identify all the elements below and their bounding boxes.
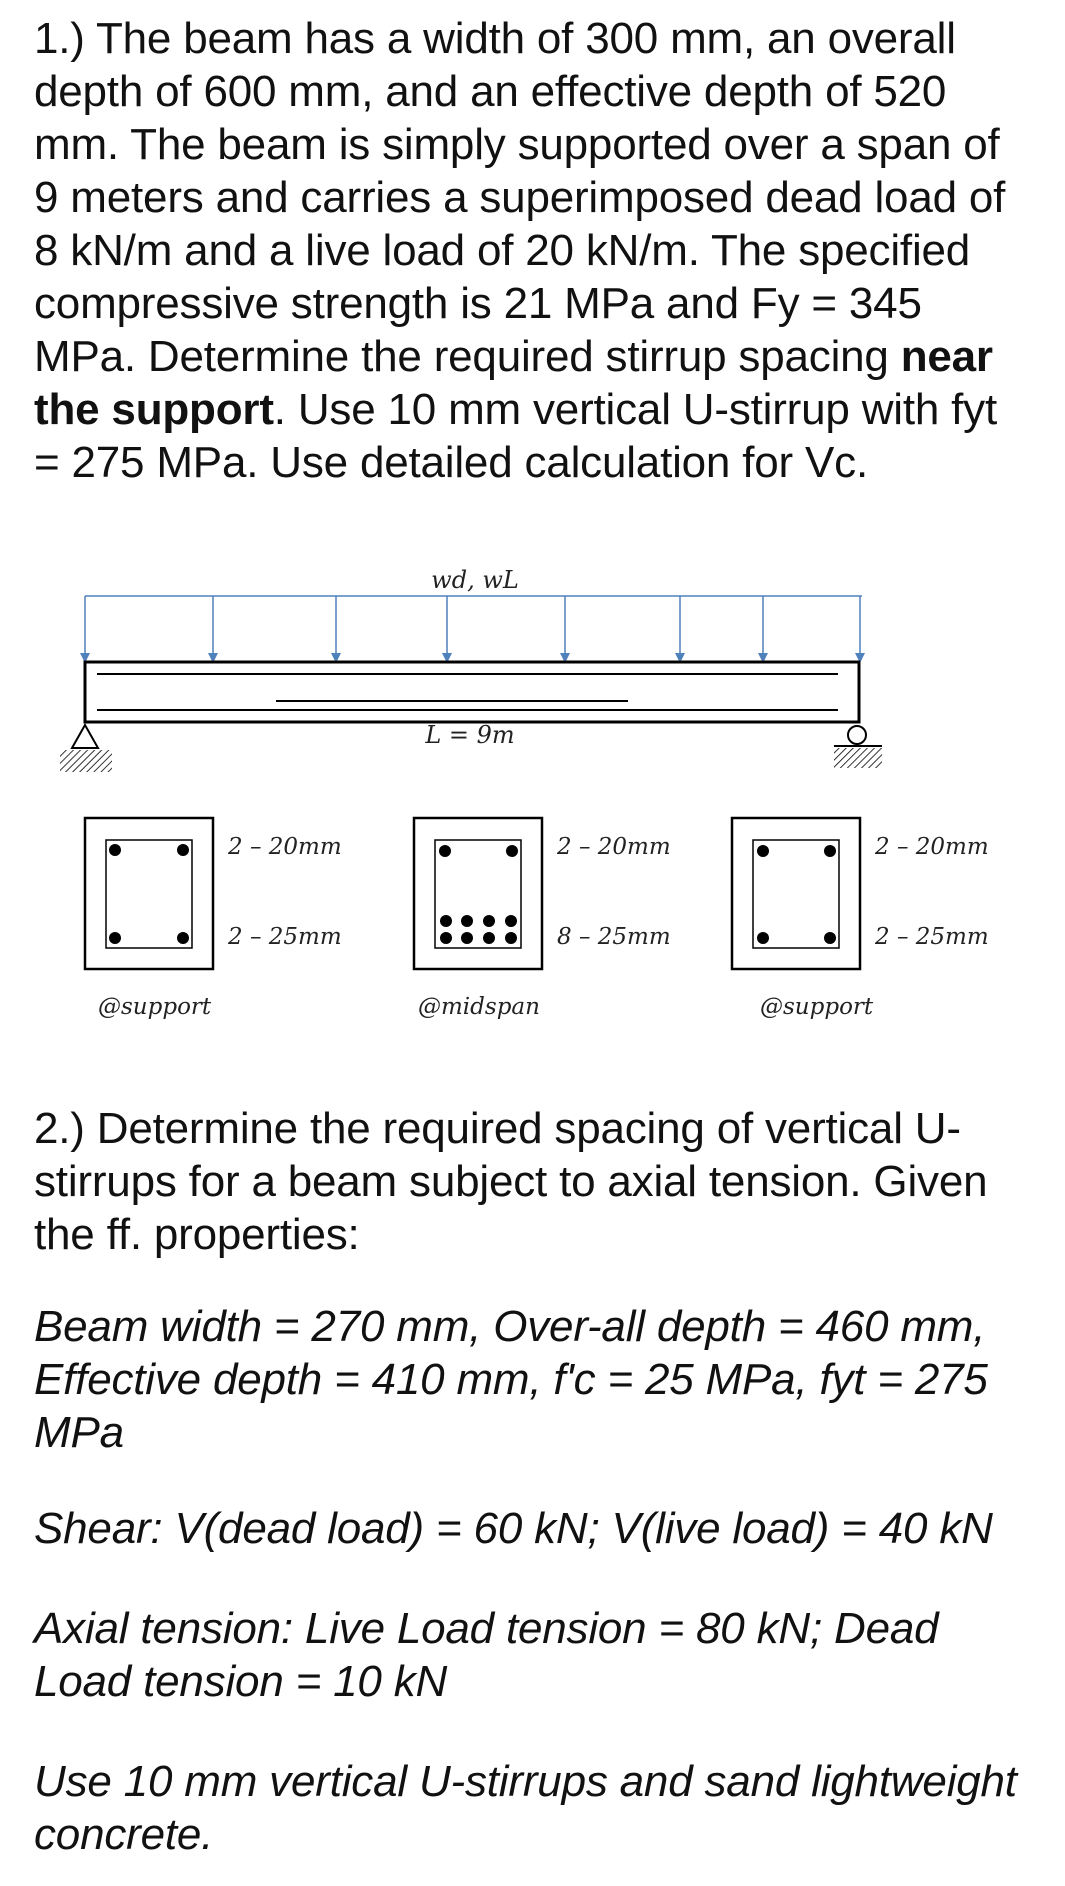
roller-support bbox=[834, 726, 882, 768]
load-label: wd, wL bbox=[431, 566, 519, 594]
problem-2-axial: Axial tension: Live Load tension = 80 kN; Dead Load tension = 10 kN bbox=[34, 1604, 939, 1706]
section-2-bottom-bars: 8 – 25mm bbox=[557, 924, 671, 950]
problem-2-note: Use 10 mm vertical U-stirrups and sand lightweight concrete. bbox=[34, 1757, 1017, 1859]
section-support-left bbox=[85, 818, 213, 969]
problem-1-emphasis: near the support bbox=[34, 332, 993, 434]
distributed-load bbox=[80, 596, 865, 663]
section-2-caption: @midspan bbox=[418, 994, 540, 1020]
section-3-top-bars: 2 – 20mm bbox=[875, 834, 989, 860]
beam bbox=[85, 662, 859, 722]
section-3-caption: @support bbox=[760, 994, 874, 1020]
problem-1-text bbox=[34, 12, 1034, 489]
section-1-bottom-bars: 2 – 25mm bbox=[228, 924, 342, 950]
section-2-top-bars: 2 – 20mm bbox=[557, 834, 671, 860]
span-label: L = 9m bbox=[425, 721, 515, 749]
section-support-right bbox=[732, 818, 860, 969]
problem-1-text-end: . Use 10 mm vertical U-stirrup with fyt = 275 MPa. Use detailed calculation for Vc. bbox=[34, 385, 998, 487]
problem-2-properties: Beam width = 270 mm, Over-all depth = 460 mm, Effective depth = 410 mm, f'c = 25 MPa, fyt = 275 MPa bbox=[34, 1302, 988, 1457]
beam-figure bbox=[0, 540, 1065, 1030]
problem-2-shear: Shear: V(dead load) = 60 kN; V(live load) = 40 kN bbox=[34, 1504, 993, 1553]
section-3-bottom-bars: 2 – 25mm bbox=[875, 924, 989, 950]
problem-1-text-start: 1.) The beam has a width of 300 mm, an overall depth of 600 mm, and an effective depth of 520 mm. The beam is simply supported over a span of 9 meters and carries a superimposed dead load of 8 kN/m and a live load of 20 kN/m. The specified compressive strength is 21 MPa and Fy = 345 MPa. Determine the required stirrup spacing bbox=[34, 14, 1006, 381]
section-1-caption: @support bbox=[98, 994, 212, 1020]
section-midspan bbox=[414, 818, 542, 969]
pin-support bbox=[60, 725, 112, 772]
section-1-top-bars: 2 – 20mm bbox=[228, 834, 342, 860]
problem-2-intro: 2.) Determine the required spacing of vertical U-stirrups for a beam subject to axial tension. Given the ff. properties: bbox=[34, 1104, 988, 1259]
